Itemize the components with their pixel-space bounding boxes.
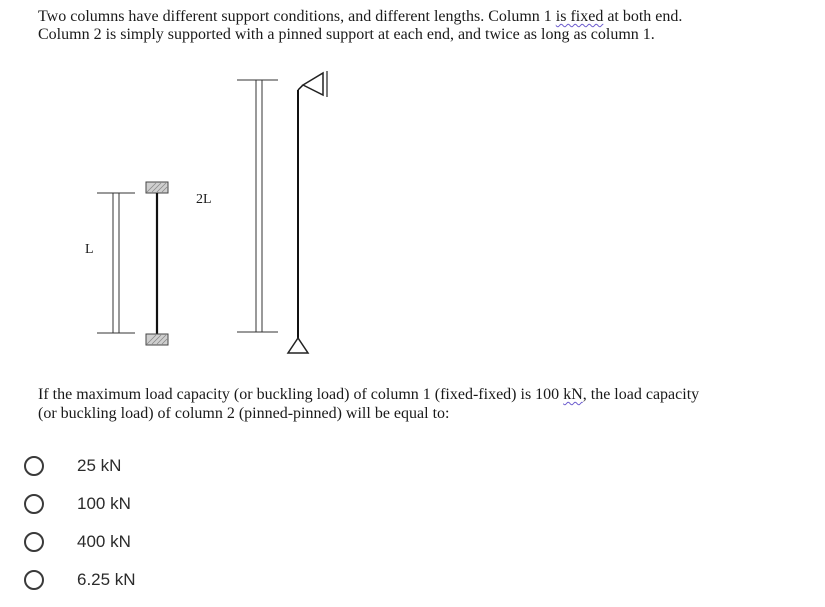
question-prompt-line-1 [38, 385, 699, 404]
question-prompt-line-1-end: , the load capacity [582, 386, 700, 403]
answer-option-3[interactable] [24, 523, 424, 561]
radio-button[interactable] [24, 456, 44, 476]
radio-button[interactable] [24, 532, 44, 552]
answer-option-2[interactable] [24, 485, 424, 523]
column-2-top-cap [298, 85, 303, 90]
radio-button[interactable] [24, 494, 44, 514]
question-prompt-line-1-start: If the maximum load capacity (or buckling load) of column 1 (fixed-fixed) is 100 [38, 386, 564, 403]
question-intro-line-1-start: Two columns have different support conditions, and different lengths. Column 1 [38, 8, 556, 25]
answer-option-label: 400 kN [77, 532, 131, 551]
column-1 [146, 182, 168, 345]
radio-button[interactable] [24, 570, 44, 590]
answer-option-4[interactable] [24, 561, 424, 599]
column-2-top-pinned-support [303, 73, 323, 95]
answer-option-label: 25 kN [77, 456, 122, 475]
answer-options [24, 447, 424, 599]
column-2-length-label: 2L [196, 192, 212, 207]
answer-option-1[interactable] [24, 447, 424, 485]
question-intro-line-2: Column 2 is simply supported with a pinned support at each end, and twice as long as column 1. [38, 26, 655, 43]
column-1-dimension-bracket [97, 193, 135, 333]
spellcheck-underlined-phrase: is fixed [555, 8, 604, 25]
column-1-length-label: L [85, 242, 94, 257]
column-2 [288, 71, 327, 353]
column-2-dimension-bracket [237, 80, 278, 332]
column-2-bottom-pinned-support [288, 338, 308, 353]
question-intro-line-1-end: at both end. [603, 8, 683, 25]
answer-option-label: 100 kN [77, 494, 131, 513]
question-prompt-line-2: (or buckling load) of column 2 (pinned-pinned) will be equal to: [38, 405, 450, 422]
answer-option-label: 6.25 kN [77, 570, 136, 589]
spellcheck-underlined-unit: kN [563, 386, 583, 403]
